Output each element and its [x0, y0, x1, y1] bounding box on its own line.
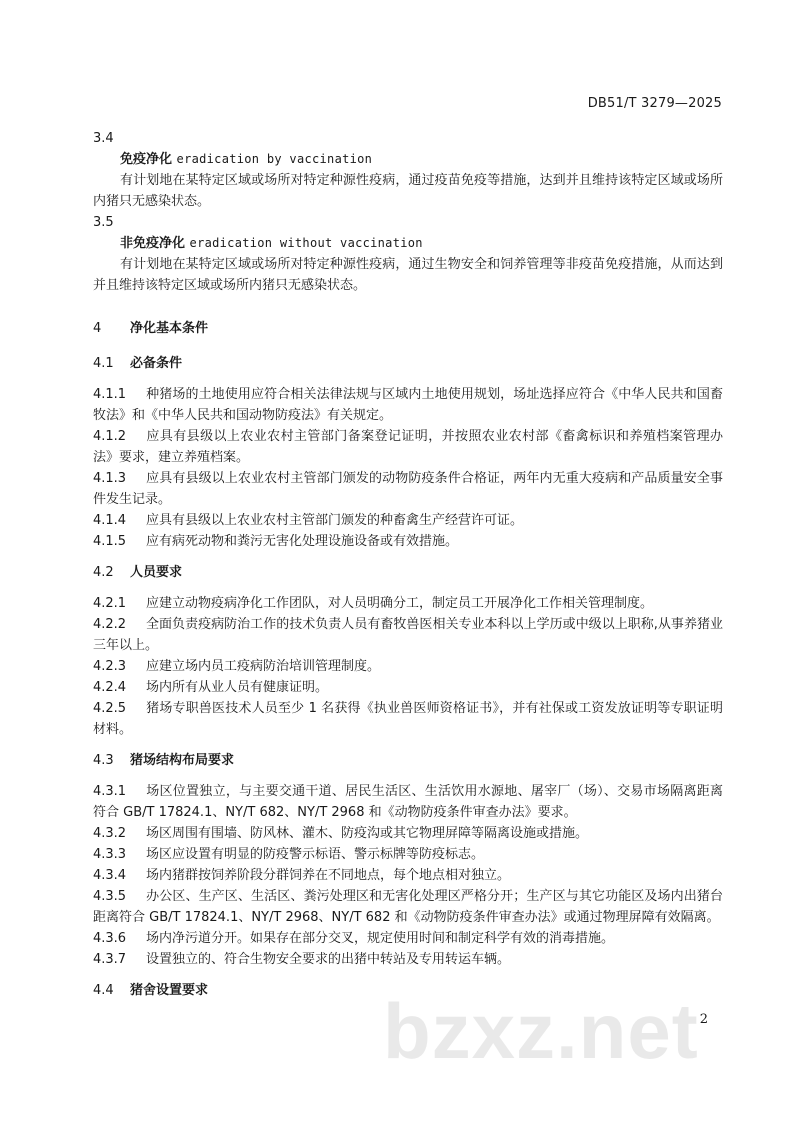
term-title — [93, 149, 723, 170]
term-title — [93, 233, 723, 254]
clause-text: 应建立场内员工疫病防治培训管理制度。 — [146, 659, 381, 674]
clause-text: 猪场专职兽医技术人员至少 1 名获得《执业兽医师资格证书》，并有社保或工资发放证明等专职证明材料。 — [93, 701, 723, 737]
clause — [93, 698, 723, 740]
term-title-en: eradication by vaccination — [176, 152, 373, 166]
clause-number: 4.1.5 — [93, 534, 127, 549]
chapter-heading — [93, 318, 723, 339]
section-heading — [93, 562, 723, 583]
clause-number: 4.3.5 — [93, 889, 127, 904]
term-number: 3.5 — [93, 215, 114, 230]
term-entry — [93, 212, 723, 296]
clause-text: 应具有县级以上农业农村主管部门颁发的动物防疫条件合格证，两年内无重大疫病和产品质量安全事件发生记录。 — [93, 471, 723, 507]
clause-text: 场内所有从业人员有健康证明。 — [146, 680, 329, 695]
clause — [93, 531, 723, 552]
clause-number: 4.3.6 — [93, 931, 127, 946]
clause — [93, 949, 723, 970]
clause-number: 4.2.1 — [93, 596, 127, 611]
section-heading — [93, 353, 723, 374]
term-entry — [93, 128, 723, 212]
clause-text: 场区应设置有明显的防疫警示标语、警示标牌等防疫标志。 — [146, 847, 485, 862]
clause-text: 应具有县级以上农业农村主管部门颁发的种畜禽生产经营许可证。 — [146, 513, 524, 528]
section-number: 4.3 — [93, 753, 114, 768]
clause-text: 种猪场的土地使用应符合相关法律法规与区域内土地使用规划，场址选择应符合《中华人民共和国畜牧法》和《中华人民共和国动物防疫法》有关规定。 — [93, 387, 723, 423]
clause-text: 应建立动物疫病净化工作团队，对人员明确分工，制定员工开展净化工作相关管理制度。 — [146, 596, 654, 611]
clause-number: 4.1.2 — [93, 429, 127, 444]
clause-text: 应有病死动物和粪污无害化处理设施设备或有效措施。 — [146, 534, 459, 549]
term-title-en: eradication without vaccination — [189, 236, 423, 250]
clause-number: 4.2.4 — [93, 680, 127, 695]
section-title: 猪场结构布局要求 — [130, 753, 235, 768]
section-heading — [93, 980, 723, 1001]
clause — [93, 593, 723, 614]
clause — [93, 844, 723, 865]
section-heading — [93, 750, 723, 771]
clause-text: 场区周围有围墙、防风林、灌木、防疫沟或其它物理屏障等隔离设施或措施。 — [146, 826, 589, 841]
clause-text: 场内净污道分开。如果存在部分交叉，规定使用时间和制定科学有效的消毒措施。 — [146, 931, 615, 946]
section-title: 人员要求 — [130, 565, 183, 580]
clause — [93, 928, 723, 949]
term-number: 3.4 — [93, 131, 114, 146]
clause-number: 4.3.3 — [93, 847, 127, 862]
clause — [93, 823, 723, 844]
clause — [93, 384, 723, 426]
section-number: 4.4 — [93, 983, 114, 998]
section-title: 必备条件 — [130, 356, 183, 371]
term-definition: 有计划地在某特定区域或场所对特定种源性疫病，通过生物安全和饲养管理等非疫苗免疫措施，从而达到并且维持该特定区域或场所内猪只无感染状态。 — [93, 257, 723, 293]
section-title: 猪舍设置要求 — [130, 983, 209, 998]
clause — [93, 468, 723, 510]
clause — [93, 781, 723, 823]
term-title-cn: 免疫净化 — [120, 152, 173, 167]
clause-number: 4.1.1 — [93, 387, 127, 402]
clause-number: 4.3.2 — [93, 826, 127, 841]
clause-text: 设置独立的、符合生物安全要求的出猪中转站及专用转运车辆。 — [146, 952, 511, 967]
clause — [93, 677, 723, 698]
document-body — [93, 128, 723, 1011]
clause-number: 4.2.5 — [93, 701, 127, 716]
clause-number: 4.2.2 — [93, 617, 127, 632]
clause-number: 4.3.1 — [93, 784, 127, 799]
term-title-cn: 非免疫净化 — [120, 236, 186, 251]
document-code: DB51/T 3279—2025 — [587, 96, 722, 111]
clause-number: 4.1.3 — [93, 471, 127, 486]
clause — [93, 426, 723, 468]
section-number: 4.2 — [93, 565, 114, 580]
watermark-logo: bzxz.net — [383, 987, 699, 1075]
clause — [93, 510, 723, 531]
clause-number: 4.3.4 — [93, 868, 127, 883]
clause-text: 应具有县级以上农业农村主管部门备案登记证明，并按照农业农村部《畜禽标识和养殖档案管理办法》要求，建立养殖档案。 — [93, 429, 723, 465]
clause-number: 4.3.7 — [93, 952, 127, 967]
clause-text: 场区位置独立，与主要交通干道、居民生活区、生活饮用水源地、屠宰厂（场）、交易市场隔离距离符合 GB/T 17824.1、NY/T 682、NY/T 2968 和《动物防疫条件审查办法》要求。 — [93, 784, 723, 820]
chapter-number: 4 — [93, 321, 102, 336]
clause — [93, 865, 723, 886]
clause — [93, 656, 723, 677]
clause-number: 4.1.4 — [93, 513, 127, 528]
clause-number: 4.2.3 — [93, 659, 127, 674]
term-definition: 有计划地在某特定区域或场所对特定种源性疫病，通过疫苗免疫等措施，达到并且维持该特定区域或场所内猪只无感染状态。 — [93, 173, 723, 209]
clause — [93, 614, 723, 656]
clause — [93, 886, 723, 928]
chapter-title: 净化基本条件 — [130, 321, 209, 336]
clause-text: 全面负责疫病防治工作的技术负责人员有畜牧兽医相关专业本科以上学历或中级以上职称,从事养猪业三年以上。 — [93, 617, 723, 653]
clause-text: 办公区、生产区、生活区、粪污处理区和无害化处理区严格分开；生产区与其它功能区及场内出猪台距离符合 GB/T 17824.1、NY/T 2968、NY/T 682 和《动物防疫条件审查办法》或通过物理屏障有效隔离。 — [93, 889, 723, 925]
section-number: 4.1 — [93, 356, 114, 371]
clause-text: 场内猪群按饲养阶段分群饲养在不同地点，每个地点相对独立。 — [146, 868, 511, 883]
page-number: 2 — [699, 1012, 708, 1027]
